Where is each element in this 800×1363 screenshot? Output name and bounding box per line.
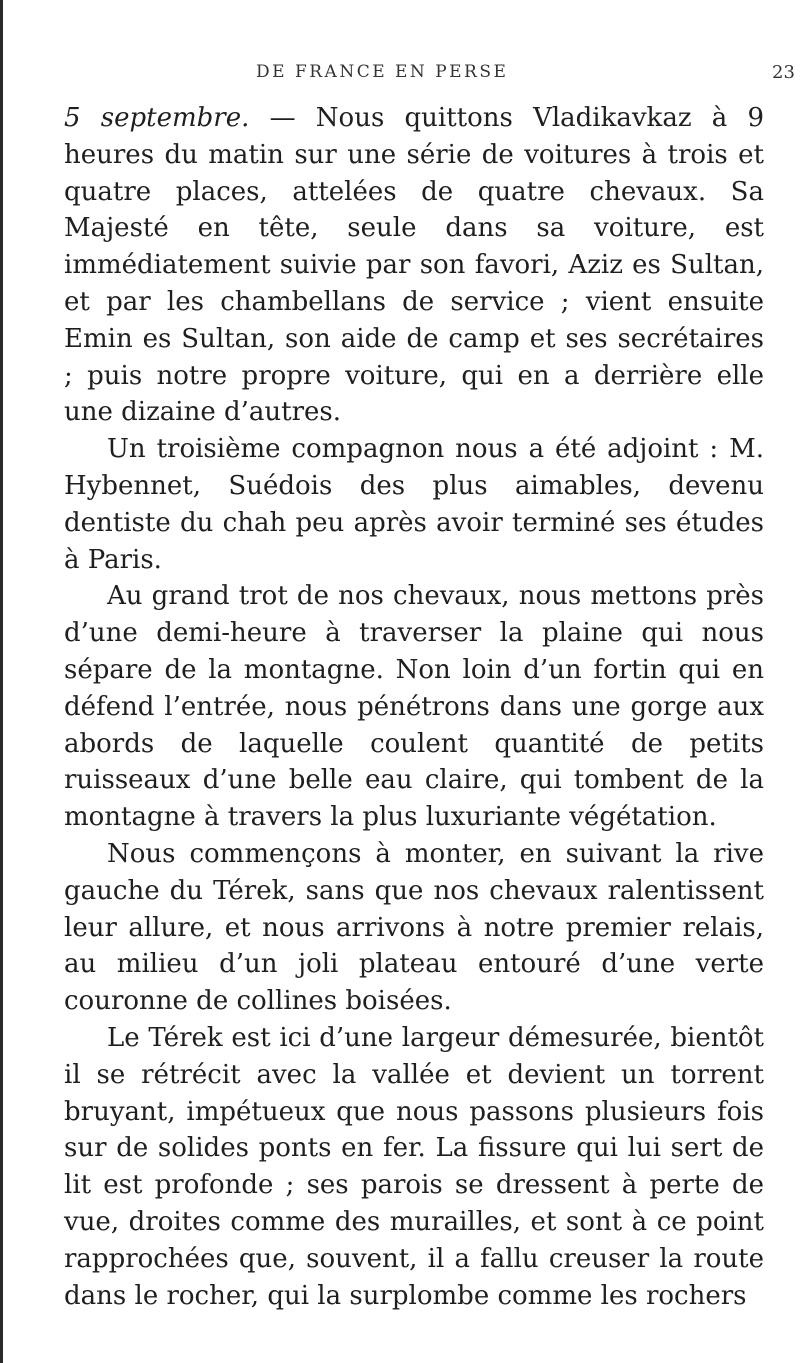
paragraph-1	[64, 100, 764, 431]
page-header	[0, 62, 800, 92]
page-body	[64, 100, 764, 1314]
paragraph-1-text: — Nous quittons Vladikavkaz à 9 heures du matin sur une série de voitures à trois et quatre places, attelées de quatre chevaux. Sa Majesté en tête, seule dans sa voiture, est immédiatement suivie par son favori, Aziz es Sultan, et par les chambellans de service ; vient ensuite Emin es Sultan, son aide de camp et ses secrétaires ; puis notre propre voiture, qui en a derrière elle une dizaine d’autres.	[64, 103, 764, 428]
paragraph-4: Nous commençons à monter, en suivant la rive gauche du Térek, sans que nos chevaux ralentissent leur allure, et nous arrivons à notre premier relais, au milieu d’un joli plateau entouré d’une verte couronne de collines boisées.	[64, 838, 764, 1017]
paragraph-2: Un troisième compagnon nous a été adjoint : M. Hybennet, Suédois des plus aimables, devenu dentiste du chah peu après avoir terminé ses études à Paris.	[64, 434, 764, 575]
paragraph-5: Le Térek est ici d’une largeur démesurée, bientôt il se rétrécit avec la vallée et devient un torrent bruyant, impétueux que nous passons plusieurs fois sur de solides ponts en fer. La fissure qui lui sert de lit est profonde ; ses parois se dressent à perte de vue, droites comme des murailles, et sont à ce point rapprochées que, souvent, il a fallu creuser la route dans le rocher, qui la surplombe comme les rochers	[64, 1022, 764, 1311]
running-head: DE FRANCE EN PERSE	[256, 62, 509, 82]
page-edge-rule	[0, 0, 3, 1363]
date-heading: 5 septembre.	[64, 103, 250, 133]
page-number: 23	[772, 62, 795, 83]
paragraph-3: Au grand trot de nos chevaux, nous mettons près d’une demi-heure à traverser la plaine qui nous sépare de la montagne. Non loin d’un fortin qui en défend l’entrée, nous pénétrons dans une gorge aux abords de laquelle coulent quantité de petits ruisseaux d’une belle eau claire, qui tombent de la montagne à travers la plus luxuriante végétation.	[64, 581, 764, 833]
